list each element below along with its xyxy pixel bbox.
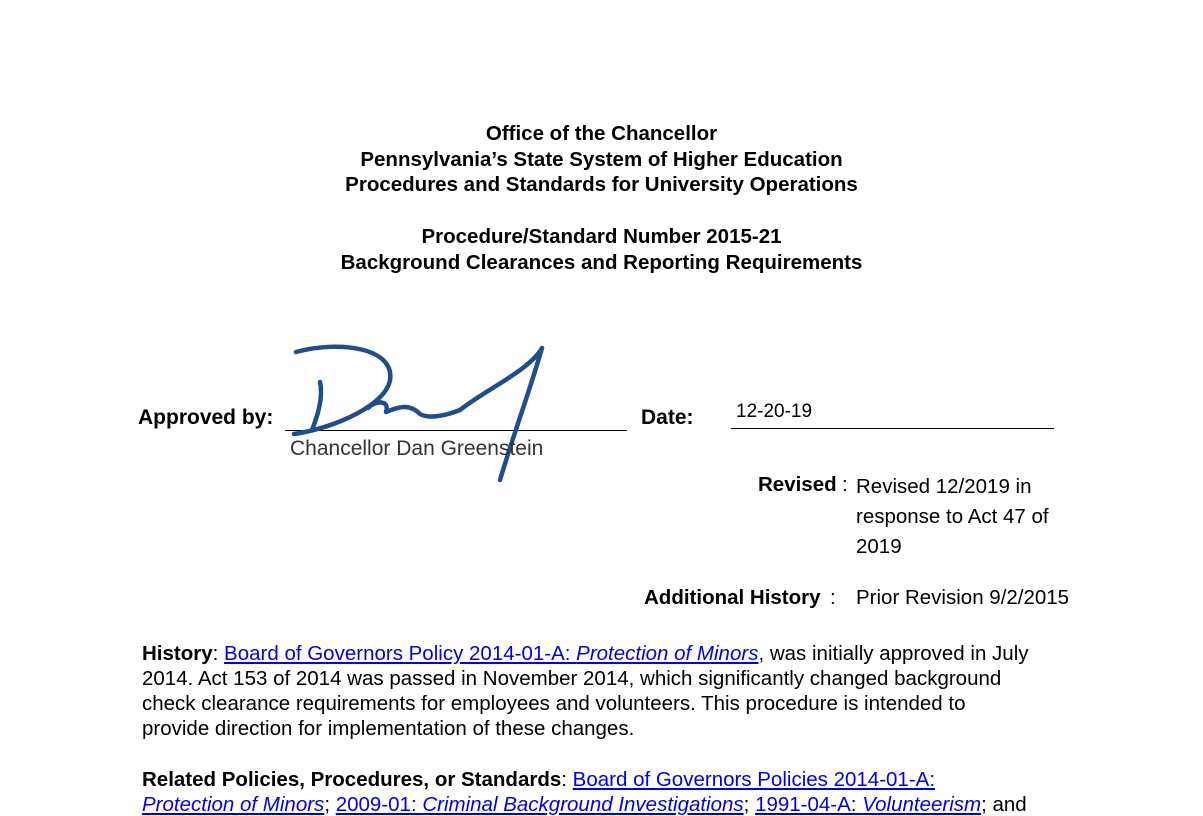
header-system: Pennsylvania’s State System of Higher Education — [360, 147, 843, 171]
related-policies-paragraph — [142, 767, 1097, 816]
revised-line-2: response to Act 47 of — [856, 505, 1049, 528]
revised-label: Revised — [758, 473, 837, 496]
header-procedures: Procedures and Standards for University Operations — [345, 173, 858, 196]
related-link3-italic: Volunteerism — [862, 793, 982, 816]
revised-colon: : — [842, 473, 848, 496]
related-colon: : — [561, 768, 573, 791]
approved-by-label: Approved by: — [138, 406, 274, 429]
additional-history-value: Prior Revision 9/2/2015 — [856, 586, 1070, 609]
procedure-number: Procedure/Standard Number 2015-21 — [421, 225, 782, 248]
related-policy-link-2009[interactable] — [336, 793, 744, 816]
history-policy-link[interactable] — [224, 642, 758, 665]
related-sep-2: ; — [743, 793, 756, 816]
related-link2-text: 2009-01: — [335, 793, 423, 816]
revised-line-1: Revised 12/2019 in — [856, 475, 1032, 498]
related-label: Related Policies, Procedures, or Standards — [142, 768, 562, 791]
procedure-title: Background Clearances and Reporting Requirements — [340, 250, 863, 274]
additional-history-colon: : — [830, 586, 836, 609]
related-policy-link-1991[interactable] — [755, 793, 981, 816]
header-office: Office of the Chancellor — [485, 122, 718, 145]
revised-value — [856, 472, 1096, 562]
related-policy-link-2014[interactable] — [573, 768, 935, 791]
history-paragraph — [142, 641, 1097, 741]
signer-name: Chancellor Dan Greenstein — [290, 437, 544, 460]
history-line-1-rest: , was initially approved in July — [758, 642, 1029, 665]
date-label: Date: — [641, 406, 694, 429]
related-sep-1: ; — [324, 793, 336, 816]
related-link1-text: Board of Governors Policies 2014-01-A: — [572, 768, 936, 791]
signature-image — [280, 330, 570, 490]
history-link-italic: Protection of Minors — [576, 642, 759, 665]
history-line-1 — [142, 641, 1097, 666]
additional-history-label: Additional History — [644, 586, 821, 609]
related-tail: ; and — [981, 793, 1027, 816]
history-label: History — [142, 642, 213, 665]
history-line-2: 2014. Act 153 of 2014 was passed in November 2014, which significantly changed background — [142, 667, 1002, 690]
procedure-header — [0, 224, 1203, 275]
history-line-3: check clearance requirements for employees and volunteers. This procedure is intended to — [142, 692, 966, 715]
date-value: 12-20-19 — [736, 401, 813, 422]
revised-line-3: 2019 — [856, 535, 902, 558]
related-link2-italic: Criminal Background Investigations — [422, 793, 744, 816]
related-policy-link-2014-cont[interactable] — [142, 793, 324, 816]
related-line-1 — [142, 767, 1097, 792]
related-link3-text: 1991-04-A: — [755, 793, 863, 816]
office-header — [0, 121, 1203, 198]
history-colon: : — [212, 642, 225, 665]
related-line-2 — [142, 792, 1097, 816]
history-line-4: provide direction for implementation of these changes. — [142, 717, 635, 740]
related-link1-italic: Protection of Minors — [142, 793, 325, 816]
history-link-text: Board of Governors Policy 2014-01-A: — [224, 642, 577, 665]
date-line — [731, 428, 1054, 429]
